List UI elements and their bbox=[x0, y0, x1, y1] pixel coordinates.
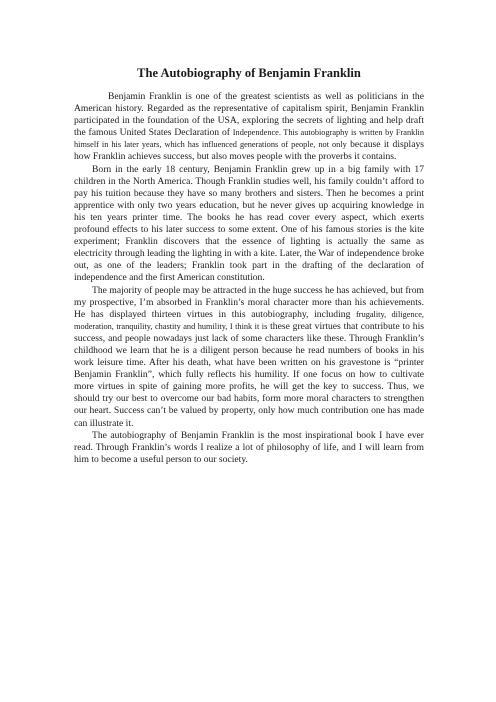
paragraph-intro-text-end: because it displays how Franklin achieves success, but also moves people with the proverbs it contains. bbox=[74, 139, 424, 163]
paragraph-conclusion-text: The autobiography of Benjamin Franklin is the most inspirational book I have ever read. Through Franklin’s words I realize a lot of philosophy of life, and I will learn from him to become a useful person to our society. bbox=[74, 429, 424, 465]
document-title: The Autobiography of Benjamin Franklin bbox=[137, 66, 361, 80]
paragraph-intro-text: Benjamin Franklin is one of the greatest scientists as well as politicians in the American history. Regarded as the representative of capitalism spirit, Benjamin Franklin participated in the foundation of the USA, exploring the secrets of lighting and help draft the famous United States Declaration of bbox=[74, 91, 424, 139]
paragraph-biography bbox=[74, 164, 424, 285]
paragraph-intro bbox=[74, 91, 424, 164]
paragraph-conclusion bbox=[74, 430, 424, 466]
paragraph-virtues bbox=[74, 285, 424, 430]
paragraph-biography-text: Born in the early 18 century, Benjamin Franklin grew up in a big family with 17 children in the North America. Though Franklin studies well, his family couldn’t afford to pay his tuition because they have so many brothers and sisters. Then he becomes a print apprentice with only two years education, but he never gives up acquiring knowledge in his ten years printer time. The books he has read cover every aspect, which exerts profound effects to his later success to some extent. One of his famous stories is the kite experiment; Franklin discovers that the essence of lighting is actually the same as electricity through leading the lighting in with a kite. Later, the War of independence broke out, as one of the leaders; Franklin took part in the drafting of the declaration of independence and the first American constitution. bbox=[74, 163, 424, 284]
paragraph-virtues-text-end: these great virtues that contribute to his success, and people nowadays just lack of some characters like these. Through Franklin’s childhood we learn that he is a diligent person because he read numbers of books in his work leisure time. After his death, what have been written on his gravestone is “printer Benjamin Franklin”, which fully reflects his humility. If one focus on how to cultivate more virtues in spite of gaining more profits, he will get the key to success. Thus, we should try our best to overcome our bad habits, form more moral characters to strengthen our heart. Success can’t be valued by property, only how much contribution one has made can illustrate it. bbox=[74, 320, 424, 429]
paragraph-virtues-small-text: frugality, diligence, moderation, tranquility, chastity and humility, I think it is bbox=[74, 309, 424, 331]
paragraph-virtues-text: The majority of people may be attracted in the huge success he has achieved, but from my prospective, I’m absorbed in Franklin’s moral character more than his achievements. He has displayed thirteen virtues in this autobiography, including bbox=[74, 284, 424, 320]
paragraph-intro-small-text: Independence. This autobiography is written by Franklin himself in his later years, which has influenced generations of people, not only bbox=[74, 128, 424, 150]
